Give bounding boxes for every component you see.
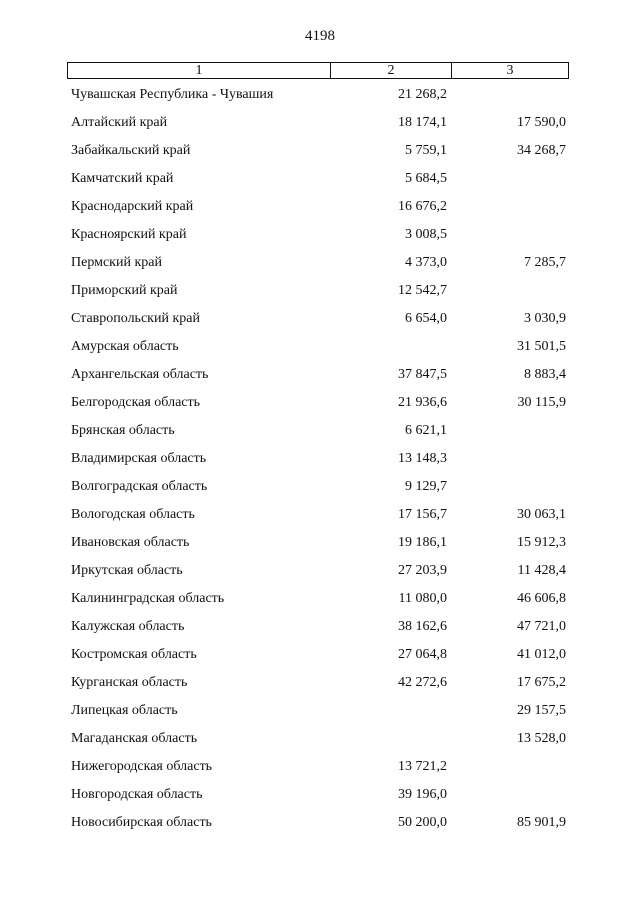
- value-column-2: 5 759,1: [405, 143, 447, 158]
- value-column-2: 11 080,0: [398, 591, 447, 606]
- value-column-2: 4 373,0: [405, 255, 447, 270]
- value-column-3: 29 157,5: [517, 703, 566, 718]
- value-column-2: 42 272,6: [398, 675, 447, 690]
- region-name: Алтайский край: [71, 115, 168, 130]
- region-name: Новосибирская область: [71, 815, 212, 830]
- region-name: Красноярский край: [71, 227, 187, 242]
- table-row: [67, 227, 569, 255]
- table-row: [67, 787, 569, 815]
- value-column-2: 27 064,8: [398, 647, 447, 662]
- region-name: Магаданская область: [71, 731, 198, 746]
- value-column-2: 17 156,7: [398, 507, 447, 522]
- column-header-2: 2: [331, 63, 452, 78]
- region-name: Костромская область: [71, 647, 197, 662]
- value-column-3: 7 285,7: [524, 255, 566, 270]
- region-name: Пермский край: [71, 255, 162, 270]
- region-name: Приморский край: [71, 283, 178, 298]
- table-row: [67, 507, 569, 535]
- region-name: Нижегородская область: [71, 759, 213, 774]
- table-body: [67, 87, 569, 843]
- table-row: [67, 647, 569, 675]
- data-table: [67, 62, 569, 830]
- table-row: [67, 255, 569, 283]
- region-name: Ивановская область: [71, 535, 190, 550]
- region-name: Калининградская область: [71, 591, 225, 606]
- value-column-2: 50 200,0: [398, 815, 447, 830]
- region-name: Вологодская область: [71, 507, 195, 522]
- region-name: Краснодарский край: [71, 199, 194, 214]
- table-row: [67, 731, 569, 759]
- value-column-3: 30 115,9: [517, 395, 566, 410]
- value-column-2: 18 174,1: [398, 115, 447, 130]
- region-name: Волгоградская область: [71, 479, 208, 494]
- value-column-3: 34 268,7: [517, 143, 566, 158]
- value-column-3: 85 901,9: [517, 815, 566, 830]
- value-column-2: 6 621,1: [405, 423, 447, 438]
- table-row: [67, 367, 569, 395]
- value-column-2: 9 129,7: [405, 479, 447, 494]
- table-row: [67, 339, 569, 367]
- value-column-2: 12 542,7: [398, 283, 447, 298]
- column-header-1: 1: [68, 63, 331, 78]
- table-row: [67, 815, 569, 843]
- table-row: [67, 115, 569, 143]
- region-name: Амурская область: [71, 339, 179, 354]
- region-name: Ставропольский край: [71, 311, 200, 326]
- region-name: Забайкальский край: [71, 143, 191, 158]
- page-number: 4198: [305, 28, 335, 44]
- value-column-2: 21 268,2: [398, 87, 447, 102]
- table-row: [67, 591, 569, 619]
- table-row: [67, 199, 569, 227]
- table-row: [67, 423, 569, 451]
- region-name: Курганская область: [71, 675, 188, 690]
- table-row: [67, 143, 569, 171]
- table-row: [67, 535, 569, 563]
- region-name: Брянская область: [71, 423, 175, 438]
- value-column-2: 6 654,0: [405, 311, 447, 326]
- region-name: Камчатский край: [71, 171, 174, 186]
- value-column-2: 13 721,2: [398, 759, 447, 774]
- value-column-2: 19 186,1: [398, 535, 447, 550]
- table-row: [67, 395, 569, 423]
- table-row: [67, 675, 569, 703]
- table-row: [67, 283, 569, 311]
- table-row: [67, 311, 569, 339]
- table-row: [67, 563, 569, 591]
- value-column-3: 31 501,5: [517, 339, 566, 354]
- region-name: Новгородская область: [71, 787, 203, 802]
- value-column-2: 39 196,0: [398, 787, 447, 802]
- table-row: [67, 703, 569, 731]
- table-row: [67, 451, 569, 479]
- table-row: [67, 171, 569, 199]
- value-column-3: 15 912,3: [517, 535, 566, 550]
- region-name: Владимирская область: [71, 451, 207, 466]
- value-column-3: 41 012,0: [517, 647, 566, 662]
- value-column-2: 3 008,5: [405, 227, 447, 242]
- region-name: Иркутская область: [71, 563, 183, 578]
- value-column-2: 37 847,5: [398, 367, 447, 382]
- table-row: [67, 87, 569, 115]
- table-row: [67, 479, 569, 507]
- value-column-3: 17 590,0: [517, 115, 566, 130]
- value-column-2: 13 148,3: [398, 451, 447, 466]
- table-row: [67, 759, 569, 787]
- value-column-3: 3 030,9: [524, 311, 566, 326]
- value-column-3: 8 883,4: [524, 367, 566, 382]
- value-column-2: 5 684,5: [405, 171, 447, 186]
- region-name: Чувашская Республика - Чувашия: [71, 87, 274, 102]
- value-column-2: 16 676,2: [398, 199, 447, 214]
- table-row: [67, 619, 569, 647]
- value-column-3: 17 675,2: [517, 675, 566, 690]
- value-column-3: 11 428,4: [517, 563, 566, 578]
- region-name: Калужская область: [71, 619, 185, 634]
- value-column-2: 21 936,6: [398, 395, 447, 410]
- value-column-3: 30 063,1: [517, 507, 566, 522]
- table-header-row: [67, 62, 569, 79]
- value-column-3: 13 528,0: [517, 731, 566, 746]
- region-name: Белгородская область: [71, 395, 201, 410]
- value-column-2: 27 203,9: [398, 563, 447, 578]
- value-column-3: 46 606,8: [517, 591, 566, 606]
- value-column-3: 47 721,0: [517, 619, 566, 634]
- region-name: Липецкая область: [71, 703, 178, 718]
- region-name: Архангельская область: [71, 367, 209, 382]
- column-header-3: 3: [506, 63, 514, 78]
- value-column-2: 38 162,6: [398, 619, 447, 634]
